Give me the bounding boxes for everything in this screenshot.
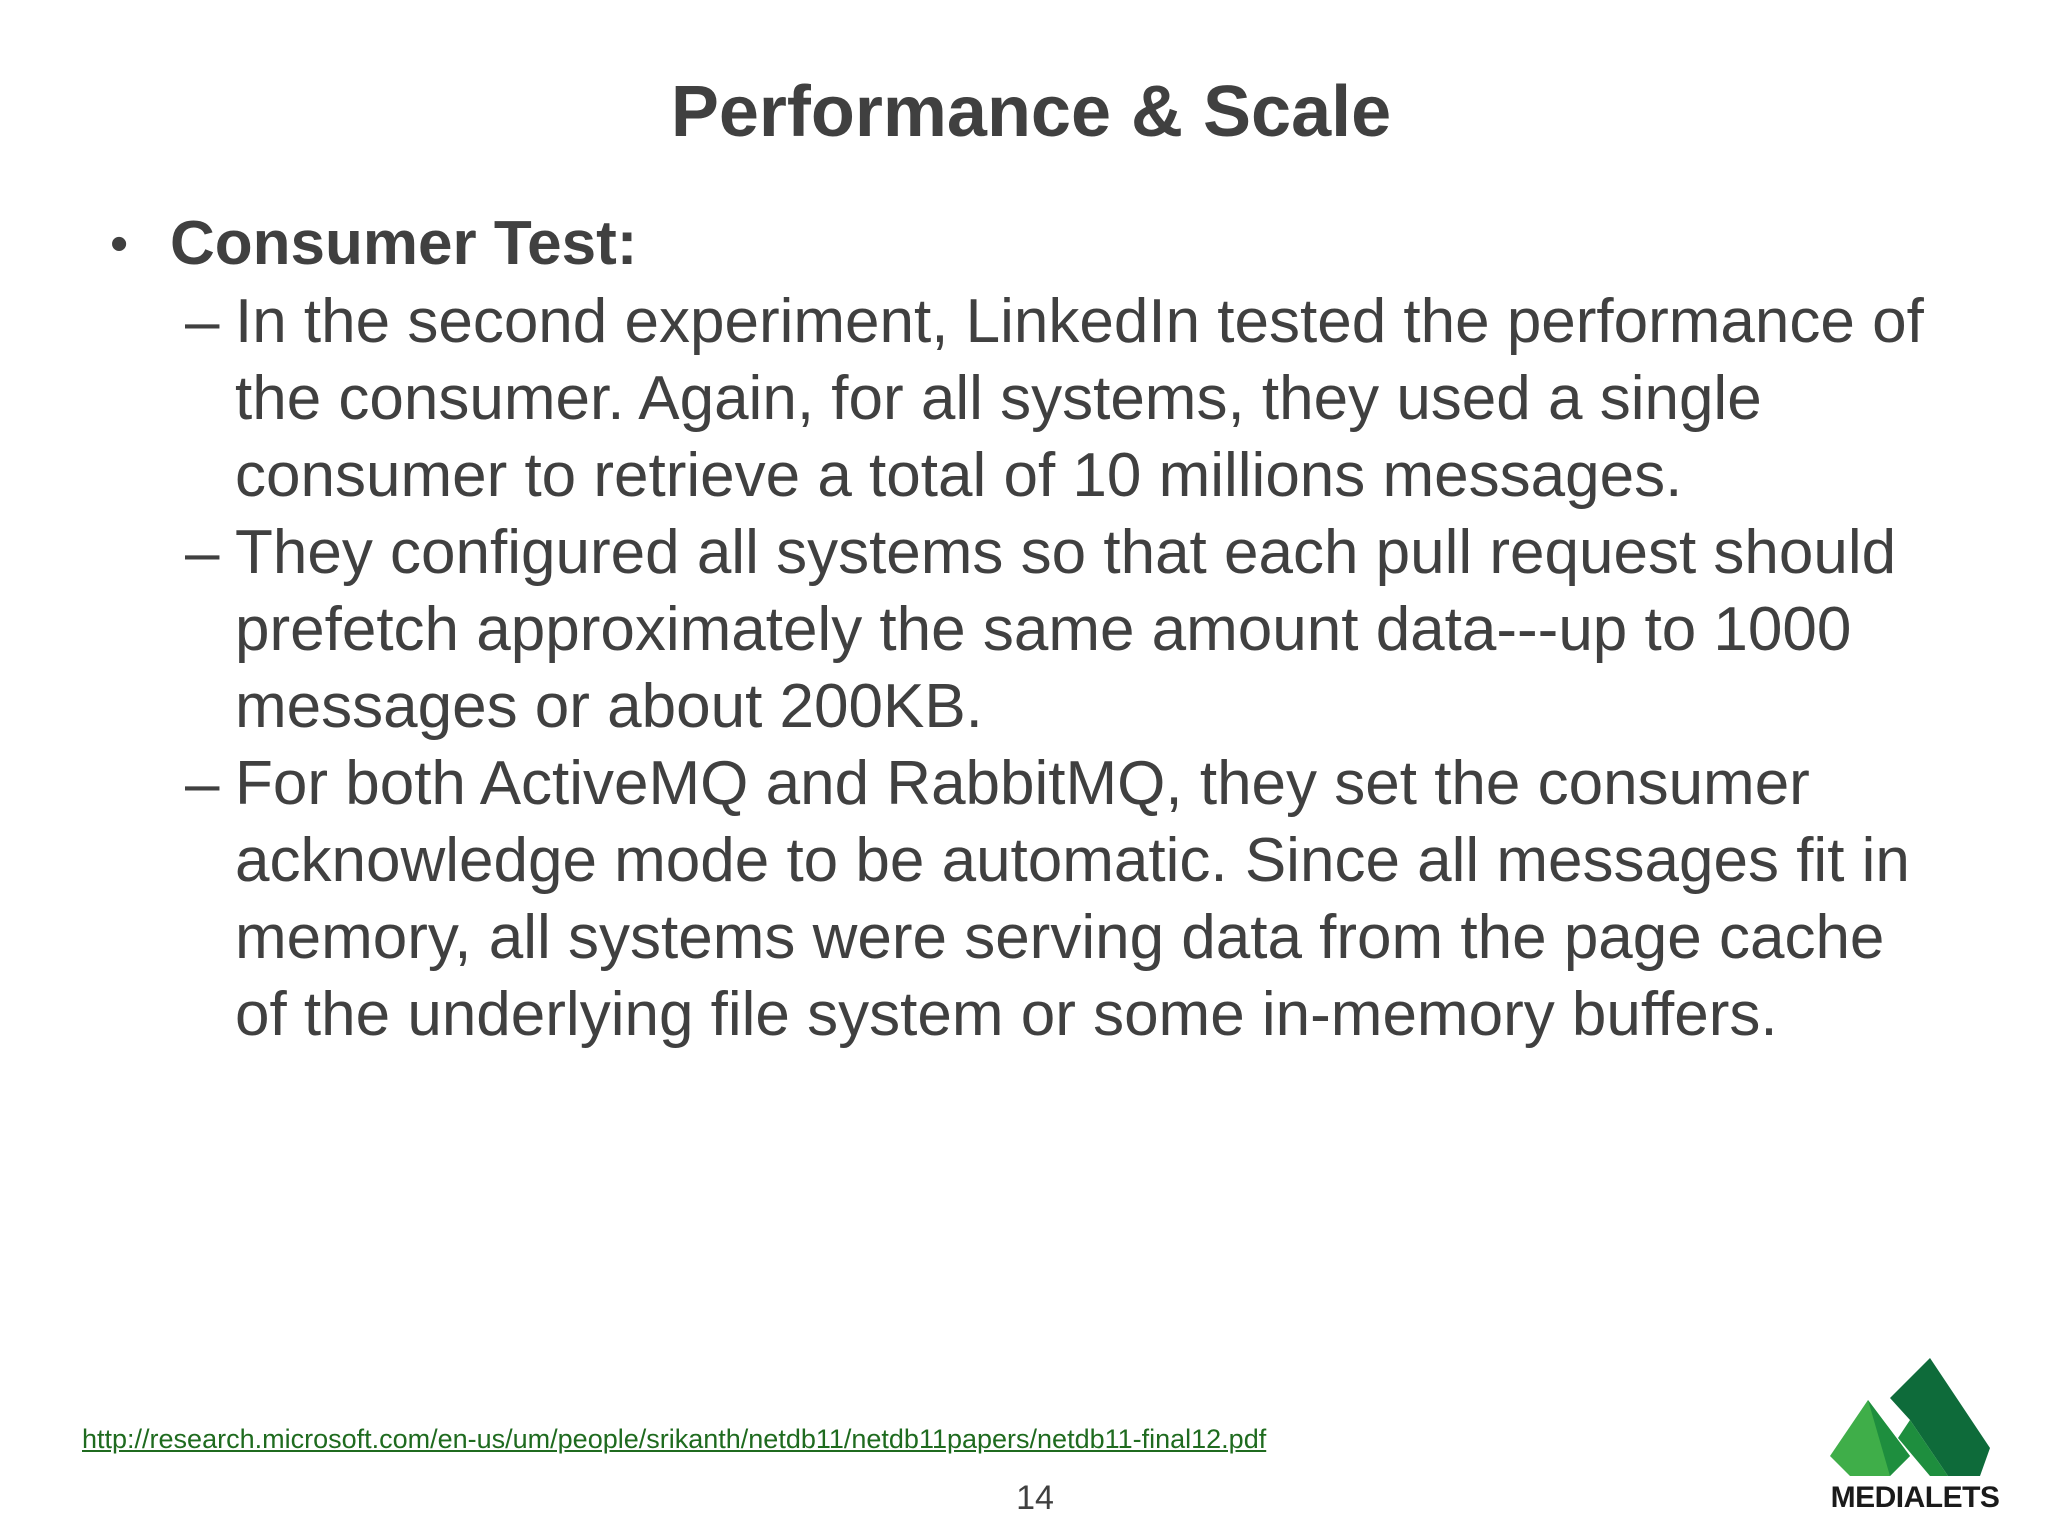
sub-bullet-item <box>110 745 1930 1053</box>
sub-bullet-item <box>110 283 1930 514</box>
sub-bullet-text: They configured all systems so that each pull request should prefetch approximately the same amount data---up to 1000 messages or about 200KB. <box>235 518 1897 741</box>
sub-bullet-text: In the second experiment, LinkedIn tested the performance of the consumer. Again, for all systems, they used a single consumer to retrieve a total of 10 millions messages. <box>235 287 1924 510</box>
sub-bullet-list <box>110 283 1930 1053</box>
bullet-consumer-test <box>110 205 1930 283</box>
reference-link[interactable]: http://research.microsoft.com/en-us/um/people/srikanth/netdb11/netdb11papers/netdb11-final12.pdf <box>82 1424 1267 1454</box>
sub-bullet-dash: – <box>185 518 220 587</box>
sub-bullet-dash: – <box>185 287 220 356</box>
sub-bullet-dash: – <box>185 749 220 818</box>
bullet-dot: • <box>110 215 129 273</box>
slide-title: Performance & Scale <box>670 72 1392 152</box>
bullet-label: Consumer Test: <box>170 209 638 278</box>
medialets-logo <box>1830 1358 2000 1518</box>
page-number: 14 <box>1016 1479 1054 1517</box>
medialets-logo-icon <box>1830 1358 2000 1483</box>
sub-bullet-item <box>110 514 1930 745</box>
logo-text: MEDIALETS <box>1830 1481 2000 1514</box>
sub-bullet-text: For both ActiveMQ and RabbitMQ, they set the consumer acknowledge mode to be automatic. Since all messages fit in memory, all systems were serving data from the page cache of the underlying file system or some in-memory buffers. <box>235 749 1910 1049</box>
slide-content <box>110 205 1930 1053</box>
